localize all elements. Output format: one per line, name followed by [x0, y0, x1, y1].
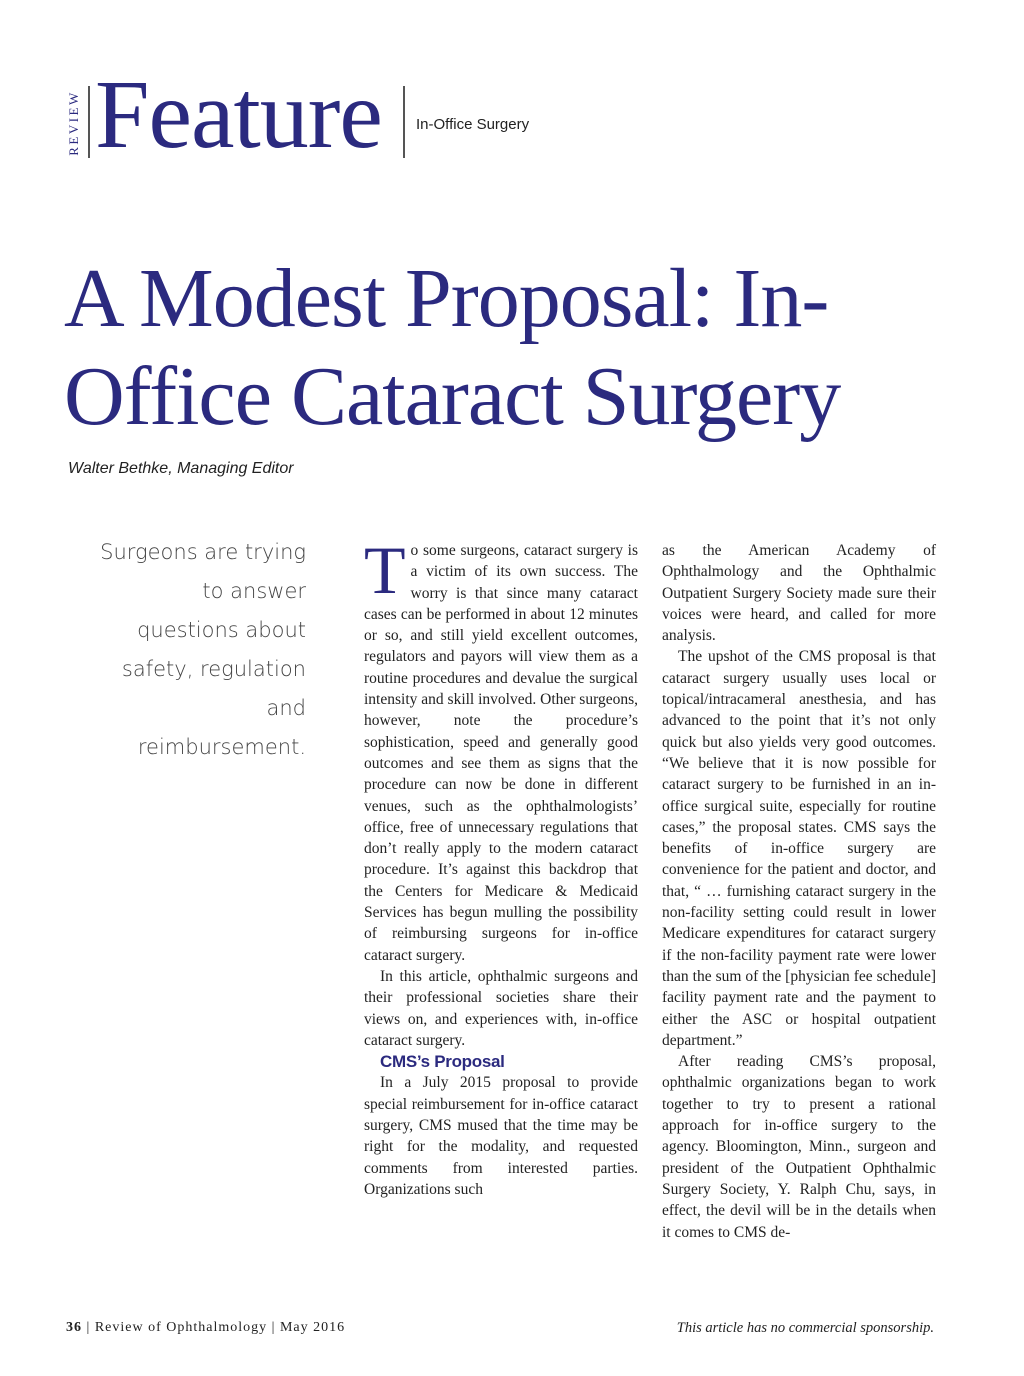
section-subhead: CMS’s Proposal: [380, 1052, 505, 1072]
body-paragraph: The upshot of the CMS proposal is that cataract surgery usually uses local or topical/intracameral anesthesia, and has advanced to the point that it’s not only quick but also yields very good outcomes. “We believe that it is now possible for cataract surgery to be furnished in an in-office surgical suite, especially for routine cases,” the proposal states. CMS says the benefits of in-office surgery are convenience for the patient and doctor, and that, “ … furnishing cataract surgery in the non-facility setting could result in lower Medicare expenditures for cataract surgery if the non-facility payment rate were lower than the sum of the [physician fee schedule] facility payment rate and the payment to either the ASC or hospital outpatient department.”: [662, 648, 936, 1049]
body-paragraph: After reading CMS’s proposal, ophthalmic organizations began to work together to try to present a rational approach for in-office surgery to the agency. Bloomington, Minn., surgeon and president of the Outpatient Ophthalmic Surgery Society, Y. Ralph Chu, says, in effect, the devil will be in the details when it comes to CMS de-: [662, 1053, 936, 1241]
body-paragraph: In this article, ophthalmic surgeons and their professional societies share their views on, and experiences with, in-office cataract surgery.: [364, 967, 638, 1049]
article-column-1: [364, 532, 638, 1200]
header-divider-left: [88, 86, 90, 158]
feature-word: Feature: [95, 61, 382, 169]
review-tag-text: REVIEW: [66, 90, 82, 156]
page-number: 36: [66, 1320, 82, 1335]
body-paragraph: [364, 532, 638, 966]
body-paragraph: as the American Academy of Ophthalmology and the Ophthalmic Outpatient Surgery Society made sure their voices were heard, and called for more analysis.: [662, 542, 936, 645]
pull-quote: Surgeons are trying to answer questions about safety, regulation and reimbursement.: [100, 540, 306, 759]
sponsorship-note: This article has no commercial sponsorship.: [676, 1320, 934, 1336]
body-paragraph-text: o some surgeons, cataract surgery is a victim of its own success. The worry is that since many cataract cases can be performed in about 12 minutes or so, and still yield excellent outcomes, regulators and payors will view them as a routine procedures and devalue the surgical intensity and skill involved. Other surgeons, however, note the procedure’s sophistication, speed and generally good outcomes and see them as signs that the procedure can now be done in different venues, such as the ophthalmologists’ office, free of unnecessary regulations that don’t really apply to the modern cataract procedure. It’s against this backdrop that the Centers for Medicare & Medicaid Services has begun mulling the possibility of reimbursing surgeons for in-office cataract surgery.: [364, 542, 638, 964]
article-byline: Walter Bethke, Managing Editor: [68, 460, 294, 477]
footer-separator: |: [271, 1320, 276, 1335]
section-label: In-Office Surgery: [416, 116, 530, 133]
publication-name: Review of Ophthalmology: [94, 1320, 268, 1335]
article-headline: A Modest Proposal: In-Office Cataract Surgery: [64, 252, 841, 443]
review-tag: [58, 86, 90, 160]
issue-date: May 2016: [279, 1320, 346, 1335]
body-paragraph: In a July 2015 proposal to provide special reimbursement for in-office cataract surgery, CMS mused that the time may be right for the modality, and requested comments from interested parties. Organizations such: [364, 1074, 638, 1198]
header-divider-right: [403, 86, 405, 158]
drop-cap: T: [364, 532, 406, 608]
footer-separator: |: [86, 1320, 91, 1335]
page-footer-info: [66, 1320, 345, 1336]
article-column-2: [662, 540, 936, 1243]
